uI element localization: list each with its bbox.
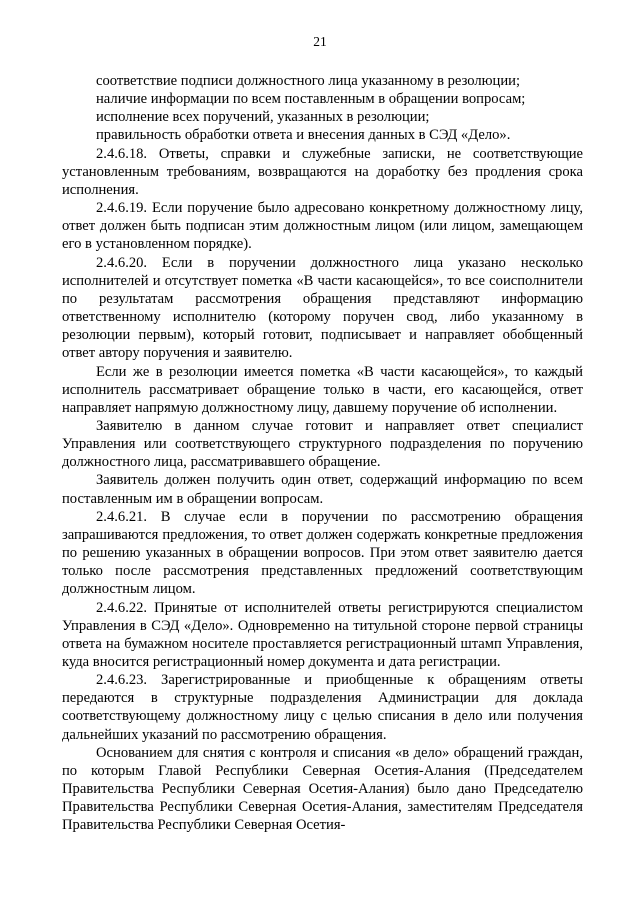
paragraph: 2.4.6.23. Зарегистрированные и приобщенные к обращениям ответы передаются в структурные подразделения Администрации для доклада соответствующему должностному лицу с целью списания в дело или получения дальнейших указаний по рассмотрению обращения. [62, 672, 583, 743]
paragraph: Заявителю в данном случае готовит и направляет ответ специалист Управления или соответствующего структурного подразделения по поручению должностного лица, рассматривавшего обращение. [62, 417, 583, 471]
list-item: правильность обработки ответа и внесения данных в СЭД «Дело». [96, 127, 511, 144]
paragraph: Заявитель должен получить один ответ, содержащий информацию по всем поставленным им в обращении вопросам. [62, 472, 583, 507]
list-item: исполнение всех поручений, указанных в резолюции; [96, 109, 430, 126]
paragraph: 2.4.6.19. Если поручение было адресовано конкретному должностному лицу, ответ должен быть подписан этим должностным лицом (или лицом, замещающем его в установленном порядке). [62, 200, 583, 253]
paragraph: Если же в резолюции имеется пометка «В части касающейся», то каждый исполнитель рассматривает обращение только в части, его касающейся, ответ направляет напрямую должностному лицу, давшему поручение об исполнении. [62, 363, 583, 416]
page-number: 21 [313, 34, 327, 49]
document-body [62, 72, 583, 835]
list-item: наличие информации по всем поставленным в обращении вопросам; [96, 91, 526, 108]
paragraph: Основанием для снятия с контроля и списания «в дело» обращений граждан, по которым Главой Республики Северная Осетия-Алания (Председателем Правительства Республики Северная Осетия-Алания) было дано Председателю Правительства Республики Северная Осетия-Алания, заместителям Председателя Правительства Республики Северная Осетия- [62, 744, 583, 834]
paragraph: 2.4.6.22. Принятые от исполнителей ответы регистрируются специалистом Управления в СЭД «Дело». Одновременно на титульной стороне первой страницы ответа на бумажном носителе проставляется регистрационный штамп Управления, куда вносится регистрационный номер документа и дата регистрации. [62, 599, 583, 670]
paragraph: 2.4.6.21. В случае если в поручении по рассмотрению обращения запрашиваются предложения, то ответ должен содержать конкретные предложения по решению указанных в обращении вопросов. При этом ответ заявителю дается только после рассмотрения представленных предложений соответствующим должностным лицом. [62, 508, 583, 598]
paragraph: 2.4.6.18. Ответы, справки и служебные записки, не соответствующие установленным требованиям, возвращаются на доработку без продления срока исполнения. [62, 145, 583, 198]
paragraph: 2.4.6.20. Если в поручении должностного лица указано несколько исполнителей и отсутствует пометка «В части касающейся», то все соисполнители по результатам рассмотрения обращения представляют информацию ответственному исполнителю (которому поручен свод, либо указанному в резолюции первым), который готовит, подписывает и направляет обобщенный ответ автору поручения и заявителю. [62, 254, 583, 362]
list-item: соответствие подписи должностного лица указанному в резолюции; [96, 73, 521, 89]
